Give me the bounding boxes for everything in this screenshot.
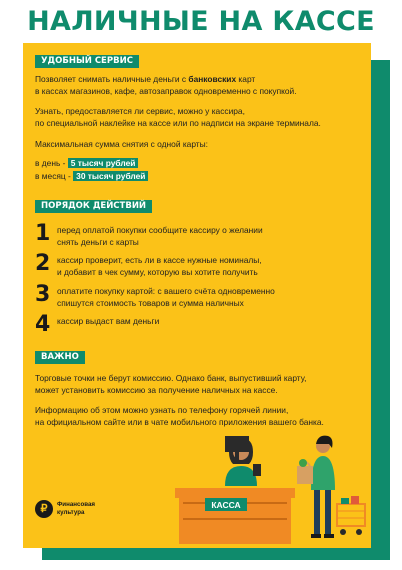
text: снять деньги с карты	[57, 236, 139, 247]
limits	[35, 157, 365, 182]
step-2	[35, 251, 365, 280]
step-number: 4	[35, 312, 51, 337]
step-3	[35, 282, 365, 311]
text: Информацию об этом можно узнать по телефону горячей линии,	[35, 405, 289, 415]
important-paragraph-2	[35, 405, 365, 428]
text: Финансовая	[57, 501, 95, 508]
step-1	[35, 221, 365, 250]
poster-card	[23, 43, 371, 548]
text: и добавит в чек сумму, которую вы хотите получить	[57, 266, 258, 277]
text: культура	[57, 508, 85, 516]
step-4	[35, 312, 365, 341]
step-text	[57, 286, 357, 309]
text: карт	[236, 74, 256, 84]
step-text	[57, 255, 357, 278]
section-label-procedure: ПОРЯДОК ДЕЙСТВИЙ	[35, 200, 152, 213]
text: на официальном сайте или в чате мобильного приложения вашего банка.	[35, 416, 324, 427]
page-title: НАЛИЧНЫЕ НА КАССЕ	[27, 6, 375, 37]
section-label-important: ВАЖНО	[35, 351, 85, 364]
text: может установить комиссию за получение наличных на кассе.	[35, 384, 278, 395]
shopping-bag-icon	[297, 459, 313, 484]
section-label-service: УДОБНЫЙ СЕРВИС	[35, 55, 139, 68]
text: кассир проверит, есть ли в кассе нужные номиналы,	[57, 255, 262, 265]
checkout-illustration	[153, 428, 371, 548]
text: Позволяет снимать наличные деньги с	[35, 74, 189, 84]
text: Торговые точки не берут комиссию. Однако банк, выпустивший карту,	[35, 373, 307, 383]
shopping-cart-icon	[337, 496, 365, 535]
important-paragraph-1	[35, 373, 365, 396]
limit-month-prefix: в месяц -	[35, 170, 74, 181]
text: по специальной наклейке на кассе или по надписи на экране терминала.	[35, 117, 321, 128]
limit-month-amount: 30 тысяч рублей	[73, 171, 148, 181]
logo-text	[57, 501, 117, 516]
step-text: кассир выдаст вам деньги	[57, 316, 160, 326]
customer-icon	[311, 436, 335, 538]
service-paragraph-3: Максимальная сумма снятия с одной карты:	[35, 139, 208, 149]
step-text	[57, 225, 357, 248]
step-number: 1	[35, 221, 51, 246]
step-number: 3	[35, 282, 51, 307]
text: Узнать, предоставляется ли сервис, можно у кассира,	[35, 106, 245, 116]
limit-day-amount: 5 тысяч рублей	[68, 158, 139, 168]
text: в кассах магазинов, кафе, автозаправок одновременно с покупкой.	[35, 85, 297, 96]
text: перед оплатой покупки сообщите кассиру о желании	[57, 225, 263, 235]
counter-label: КАССА	[211, 500, 241, 510]
limit-day-prefix: в день -	[35, 158, 68, 168]
text: спишутся стоимость товаров и сумма наличных	[57, 297, 244, 308]
service-paragraph-2	[35, 106, 365, 129]
step-number: 2	[35, 251, 51, 276]
text: оплатите покупку картой: с вашего счёта одновременно	[57, 286, 275, 296]
text-bold: банковских	[188, 74, 237, 84]
ruble-icon: ₽	[35, 500, 53, 518]
service-paragraph-1	[35, 74, 365, 97]
cash-counter	[175, 488, 295, 544]
